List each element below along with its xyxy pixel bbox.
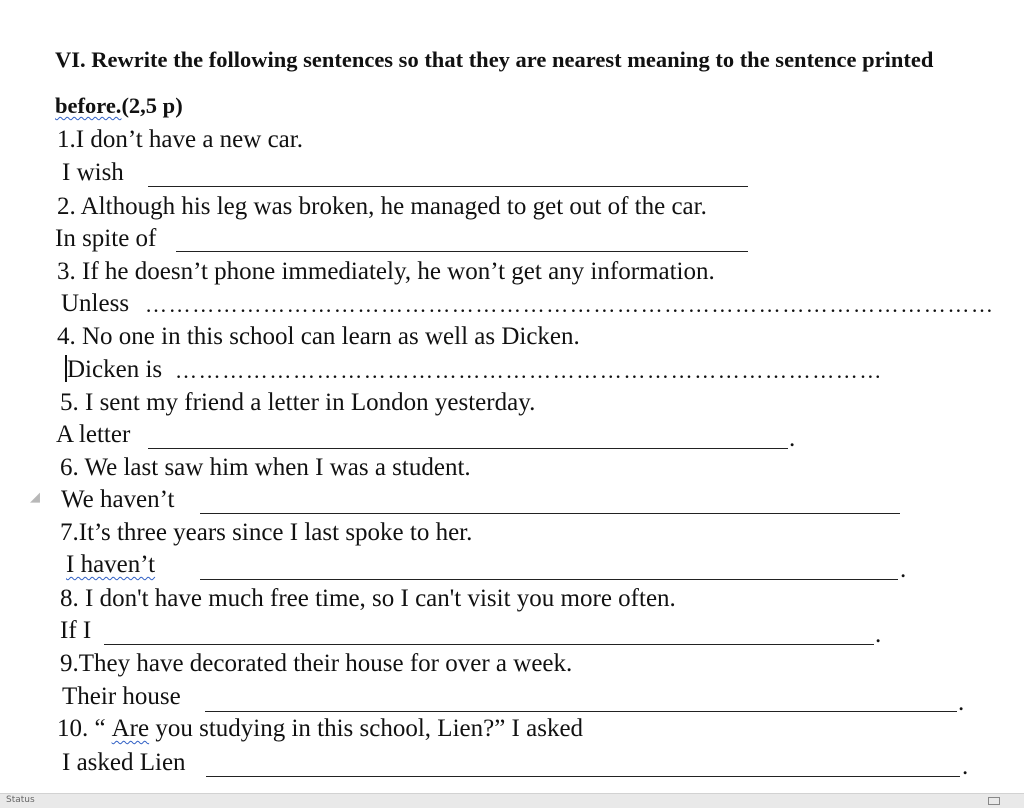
item-7-sentence: 7.It’s three years since I last spoke to her. xyxy=(60,519,473,546)
item-6-prompt: We haven’t xyxy=(61,486,175,513)
item-10-end-dot: . xyxy=(962,753,969,780)
item-9-prompt: Their house xyxy=(62,683,181,710)
heading-points: (2,5 p) xyxy=(121,93,183,118)
status-label: Status xyxy=(6,795,35,805)
item-10-prompt: I asked Lien xyxy=(62,749,186,776)
item-8-answer-line[interactable] xyxy=(104,644,874,645)
item-2-answer-line[interactable] xyxy=(176,251,748,252)
item-10-sentence-rest: you studying in this school, Lien?” I asked xyxy=(149,715,584,742)
item-2-sentence: 2. Although his leg was broken, he managed to get out of the car. xyxy=(57,193,707,220)
view-mode-icon[interactable] xyxy=(988,797,1000,805)
item-6-sentence: 6. We last saw him when I was a student. xyxy=(60,454,471,481)
item-8-end-dot: . xyxy=(875,621,882,648)
item-1-sentence: 1.I don’t have a new car. xyxy=(57,126,303,153)
item-6-answer-line[interactable] xyxy=(200,513,900,514)
item-7-answer-line[interactable] xyxy=(200,579,898,580)
item-2-prompt: In spite of xyxy=(55,225,157,252)
item-5-end-dot: . xyxy=(789,425,796,452)
item-4-prompt: Dicken is xyxy=(67,356,163,383)
item-1-prompt: I wish xyxy=(62,159,124,186)
item-9-answer-line[interactable] xyxy=(205,711,957,712)
heading-text: VI. Rewrite the following sentences so that they are nearest meaning to the sentence printed xyxy=(55,47,934,72)
item-3-sentence: 3. If he doesn’t phone immediately, he won’t get any information. xyxy=(57,258,715,285)
item-10-sentence xyxy=(57,714,583,744)
item-4-sentence: 4. No one in this school can learn as well as Dicken. xyxy=(57,323,580,350)
item-10-open-quote: “ xyxy=(94,715,106,742)
item-5-sentence: 5. I sent my friend a letter in London yesterday. xyxy=(60,389,536,416)
item-7-prompt xyxy=(66,550,155,580)
item-1-answer-line[interactable] xyxy=(148,186,748,187)
item-10-number: 10. xyxy=(57,715,95,742)
item-4-answer-dots[interactable]: ……………………………………………………………………………… xyxy=(175,358,883,383)
exercise-heading xyxy=(55,37,985,129)
item-5-prompt: A letter xyxy=(56,421,131,448)
paragraph-marker-icon: ◢ xyxy=(30,490,40,505)
heading-spellcheck-word: before. xyxy=(55,93,122,118)
item-10-spellcheck-word: Are xyxy=(111,715,150,742)
item-9-end-dot: . xyxy=(958,689,965,716)
item-9-sentence: 9.They have decorated their house for over a week. xyxy=(60,650,573,677)
item-7-end-dot: . xyxy=(900,556,907,583)
status-bar xyxy=(0,793,1024,808)
item-3-answer-dots[interactable]: ……………………………………………………………………………………………… xyxy=(145,292,995,317)
item-7-prompt-text: I haven’t xyxy=(66,551,156,578)
item-8-sentence: 8. I don't have much free time, so I can't visit you more often. xyxy=(60,585,676,612)
item-8-prompt: If I xyxy=(60,617,92,644)
item-5-answer-line[interactable] xyxy=(148,448,788,449)
item-10-answer-line[interactable] xyxy=(206,776,960,777)
item-3-prompt: Unless xyxy=(61,290,130,317)
